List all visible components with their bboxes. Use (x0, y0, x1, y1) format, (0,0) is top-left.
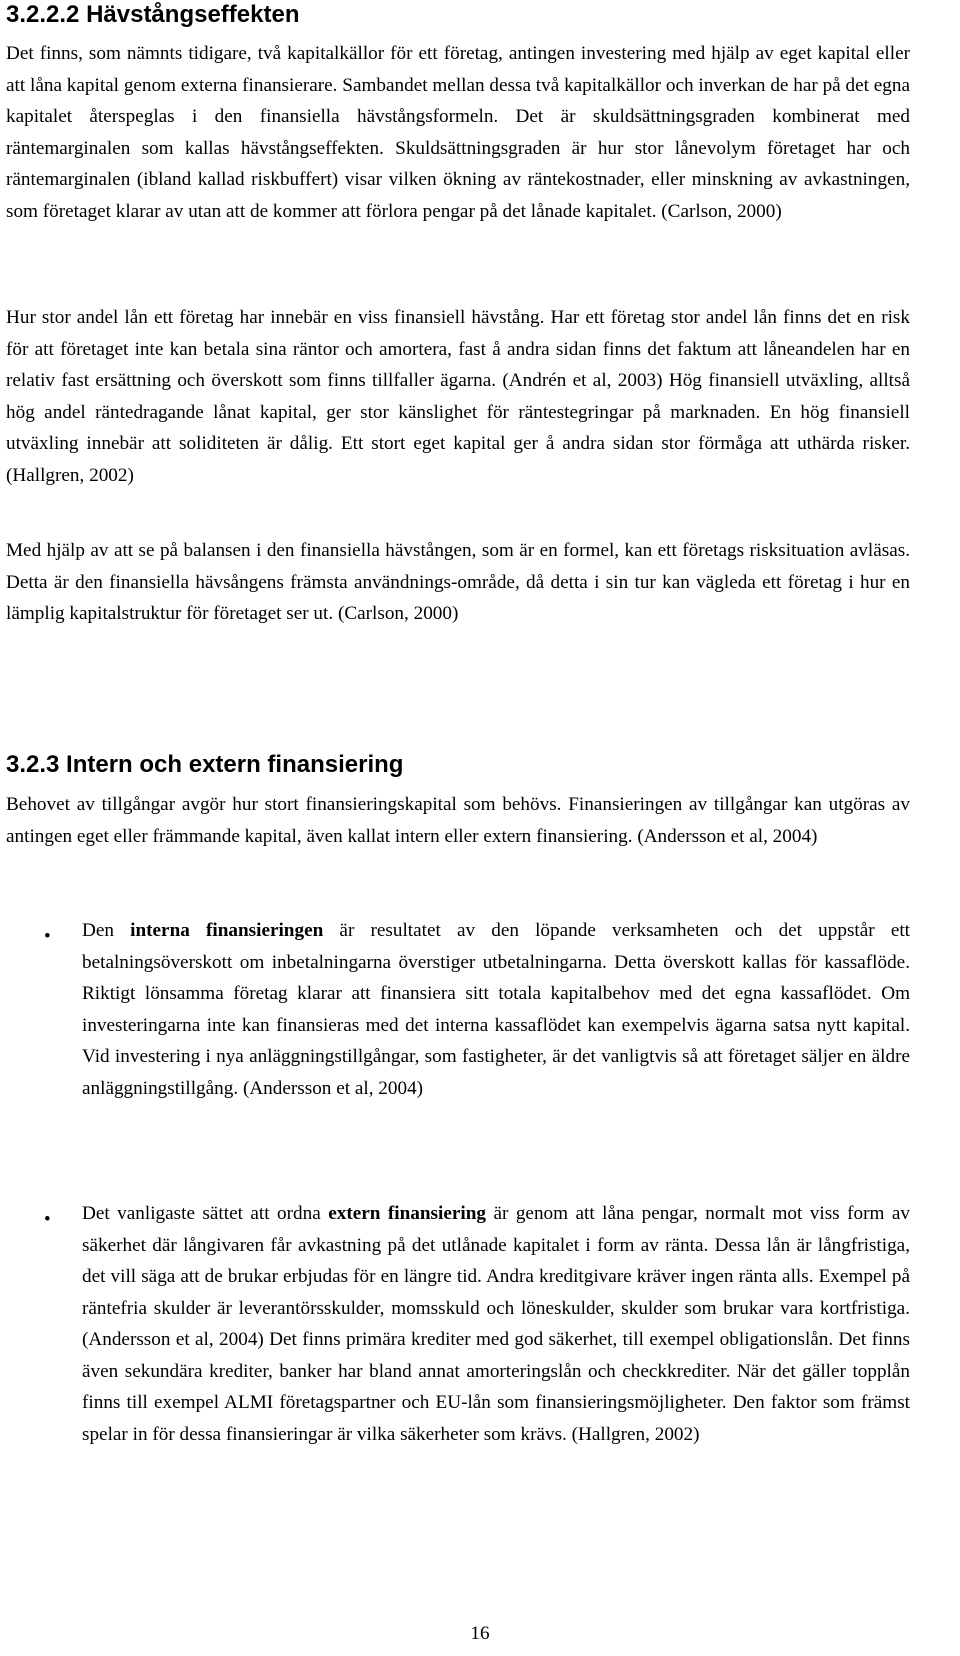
bullet-2-post: är genom att låna pengar, normalt mot viss form av säkerhet där långivaren får avkastning på det utlånade kapitalet i form av ränta. Dessa lån är långfristiga, det vill säga att de brukar erbjudas för en längre tid. Andra kreditgivare kräver ingen ränta alls. Exempel på räntefria skulder är leverantörsskulder, momsskuld och löneskulder, skulder som brukar vara kortfristiga. (Andersson et al, 2004) Det finns primära krediter med god säkerhet, till exempel obligationslån. Det finns även sekundära krediter, banker har bland annat amorteringslån och checkkrediter. När det gäller topplån finns till exempel ALMI företagspartner och EU-lån som finansieringsmöjligheter. Den faktor som främst spelar in för dessa finansieringar är vilka säkerheter som krävs. (Hallgren, 2002) (82, 1203, 910, 1445)
paragraph-1-text: Det finns, som nämnts tidigare, två kapitalkällor för ett företag, antingen investering med hjälp av eget kapital eller att låna kapital genom externa finansierare. Sambandet mellan dessa två kapitalkällor och inverkan de har på det egna kapitalet återspeglas i den finansiella hävstångsformeln. Det är skuldsättningsgraden kombinerat med räntemarginalen som kallas hävstångseffekten. Skuldsättningsgraden är hur stor lånevolym företaget har och räntemarginalen (ibland kallad riskbuffert) visar vilken ökning av räntekostnader, eller minskning av avkastningen, som företaget klarar av utan att de kommer att förlora pengar på det lånade kapitalet. (Carlson, 2000) (6, 43, 910, 222)
list-item (6, 915, 910, 1104)
bullet-1-pre: Den (82, 920, 131, 941)
bullet-1-text (82, 915, 910, 1104)
page-number: 16 (470, 1623, 490, 1644)
paragraph-2 (6, 302, 910, 491)
bullet-1-post: är resultatet av den löpande verksamheten och det uppstår ett betalningsöverskott om inbetalningarna överstiger utbetalningarna. Detta överskott kallas för kassaflöde. Riktigt lönsamma företag klarar att finansiera sitt totala kapitalbehov med det egna kassaflödet. Om investeringarna inte kan finansieras med det interna kassaflödet kan exempelvis ägarna satsa nytt kapital. Vid investering i nya anläggningstillgångar, som fastigheter, är det vanligtvis så att företaget säljer en äldre anläggningstillgång. (Andersson et al, 2004) (82, 920, 910, 1099)
section-heading-intern-extern-finansiering: 3.2.3 Intern och extern finansiering (6, 751, 404, 778)
list-item (6, 1198, 910, 1450)
bullet-1-bold: interna finansieringen (130, 920, 324, 941)
paragraph-intro-text: Behovet av tillgångar avgör hur stort finansieringskapital som behövs. Finansieringen av tillgångar kan utgöras av antingen eget eller främmande kapital, även kallat intern eller extern finansiering. (Andersson et al, 2004) (6, 794, 910, 847)
paragraph-1 (6, 38, 910, 227)
bullet-2-bold: extern finansiering (328, 1203, 486, 1224)
bullet-2-text (82, 1198, 910, 1450)
bullet-icon: • (44, 1209, 51, 1230)
bullet-icon: • (44, 926, 51, 947)
paragraph-2-text: Hur stor andel lån ett företag har innebär en viss finansiell hävstång. Har ett företag stor andel lån finns det en risk för att företaget inte kan betala sina räntor och amortera, fast å andra sidan finns det faktum att låneandelen har en relativ fast ersättning och överskott som finns tillfaller ägarna. (Andrén et al, 2003) Hög finansiell utväxling, alltså hög andel räntedragande lånat kapital, ger stor känslighet för räntestegringar på marknaden. En hög finansiell utväxling innebär att soliditeten är dålig. Ett stort eget kapital ger å andra sidan stor förmåga att uthärda risker. (Hallgren, 2002) (6, 307, 910, 486)
paragraph-intro (6, 789, 910, 852)
paragraph-3 (6, 535, 910, 630)
bullet-2-pre: Det vanligaste sättet att ordna (82, 1203, 329, 1224)
section-heading-hevstangseffekten: 3.2.2.2 Hävstångseffekten (6, 1, 300, 28)
paragraph-3-text: Med hjälp av att se på balansen i den finansiella hävstången, som är en formel, kan ett företags risksituation avläsas. Detta är den finansiella hävsångens främsta användnings-område, då detta i sin tur kan vägleda ett företag i hur en lämplig kapitalstruktur för företaget ser ut. (Carlson, 2000) (6, 540, 910, 624)
